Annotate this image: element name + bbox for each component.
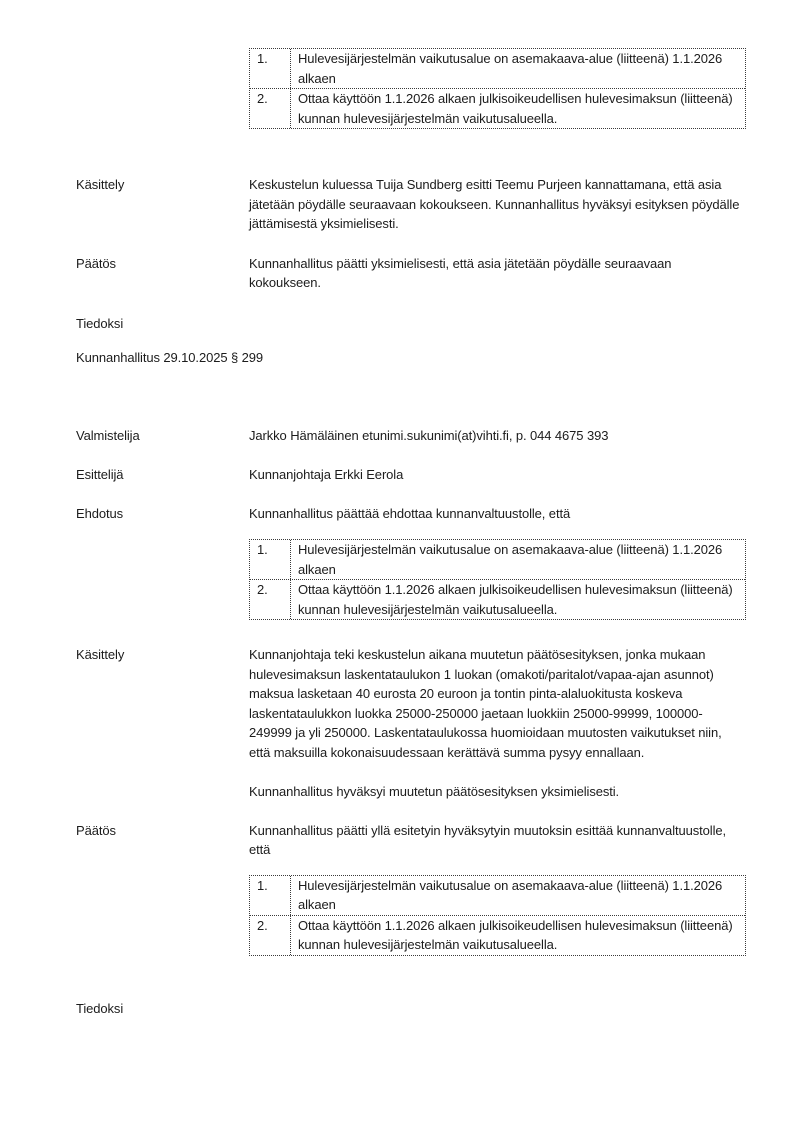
decision-item-text: Hulevesijärjestelmän vaikutusalue on asemakaava-alue (liitteenä) 1.1.2026 alkaen xyxy=(290,540,745,579)
kasittely-paragraph-2: Kunnanhallitus hyväksyi muutetun päätösesityksen yksimielisesti. xyxy=(249,784,620,799)
decision-item-text: Hulevesijärjestelmän vaikutusalue on asemakaava-alue (liitteenä) 1.1.2026 alkaen xyxy=(290,876,745,915)
ehdotus-label: Ehdotus xyxy=(76,505,124,521)
valmistelija-text: Jarkko Hämäläinen etunimi.sukunimi(at)vihti.fi, p. 044 4675 393 xyxy=(249,427,609,443)
decision-item-text: Hulevesijärjestelmän vaikutusalue on asemakaava-alue (liitteenä) 1.1.2026 alkaen xyxy=(290,49,745,88)
valmistelija-section xyxy=(76,426,745,446)
decision-table-1 xyxy=(249,48,746,129)
decision-table-2 xyxy=(249,539,746,620)
esittelija-section xyxy=(76,465,745,485)
paatos-text-2: Kunnanhallitus päätti yllä esitetyin hyväksytyin muutoksin esittää kunnanvaltuustolle, että xyxy=(249,822,727,857)
kasittely-paragraph-1: Kunnanjohtaja teki keskustelun aikana muutetun päätösesityksen, jonka mukaan hulevesimaksun laskentataulukon 1 luokan (omakoti/paritalot/vapaa-ajan asunnot) maksua lasketaan 40 eurosta 20 euroon ja tontin pinta-alaluokitusta koskeva laskentataulukkon luokka 25000-250000 jaetaan luokkiin 25000-99999, 100000-249999 ja yli 250000. Laskentataulukossa huomioidaan muutosten vaikutukset niin, että maksuilla kokonaisuudessaan kerättävä summa pysyy ennallaan. xyxy=(249,647,722,760)
kasittely-text: Keskustelun kuluessa Tuija Sundberg esitti Teemu Purjeen kannattamana, että asia jätetään pöydälle seuraavaan kokoukseen. Kunnanhallitus hyväksyi esityksen pöydälle jättämisestä yksimielisesti. xyxy=(249,177,740,231)
kasittely-label: Käsittely xyxy=(76,647,125,662)
tiedoksi-label-1: Tiedoksi xyxy=(76,315,124,331)
table-row xyxy=(250,876,745,915)
table-row xyxy=(250,579,745,619)
paatos-section-2 xyxy=(76,821,745,860)
decision-item-number: 2. xyxy=(257,582,268,597)
kasittely-text-2 xyxy=(249,645,742,802)
table-row xyxy=(250,915,745,955)
decision-table-3 xyxy=(249,875,746,956)
paatos-text: Kunnanhallitus päätti yksimielisesti, että asia jätetään pöydälle seuraavaan kokoukseen. xyxy=(249,255,672,290)
kasittely-label: Käsittely xyxy=(76,177,125,192)
table-row xyxy=(250,540,745,579)
kasittely-section-1 xyxy=(76,175,745,234)
valmistelija-label: Valmistelija xyxy=(76,427,140,443)
decision-item-number: 1. xyxy=(257,51,268,66)
tiedoksi-label-2: Tiedoksi xyxy=(76,1000,124,1016)
decision-item-text: Ottaa käyttöön 1.1.2026 alkaen julkisoikeudellisen hulevesimaksun (liitteenä) kunnan hulevesijärjestelmän vaikutusalueella. xyxy=(290,580,745,619)
ehdotus-section xyxy=(76,504,745,524)
decision-item-text: Ottaa käyttöön 1.1.2026 alkaen julkisoikeudellisen hulevesimaksun (liitteenä) kunnan hulevesijärjestelmän vaikutusalueella. xyxy=(290,916,745,955)
table-row xyxy=(250,88,745,128)
ehdotus-text: Kunnanhallitus päättää ehdottaa kunnanvaltuustolle, että xyxy=(249,505,571,521)
decision-item-number: 1. xyxy=(257,542,268,557)
kasittely-section-2 xyxy=(76,645,745,802)
paatos-label: Päätös xyxy=(76,255,116,271)
paatos-label: Päätös xyxy=(76,822,116,838)
table-row xyxy=(250,49,745,88)
esittelija-label: Esittelijä xyxy=(76,467,124,482)
decision-item-number: 2. xyxy=(257,917,268,933)
paatos-section-1 xyxy=(76,254,745,293)
esittelija-text: Kunnanjohtaja Erkki Eerola xyxy=(249,467,404,482)
decision-item-text: Ottaa käyttöön 1.1.2026 alkaen julkisoikeudellisen hulevesimaksun (liitteenä) kunnan hulevesijärjestelmän vaikutusalueella. xyxy=(290,89,745,128)
history-reference: Kunnanhallitus 29.10.2025 § 299 xyxy=(76,350,264,365)
decision-item-number: 1. xyxy=(257,877,268,893)
decision-item-number: 2. xyxy=(257,91,268,106)
